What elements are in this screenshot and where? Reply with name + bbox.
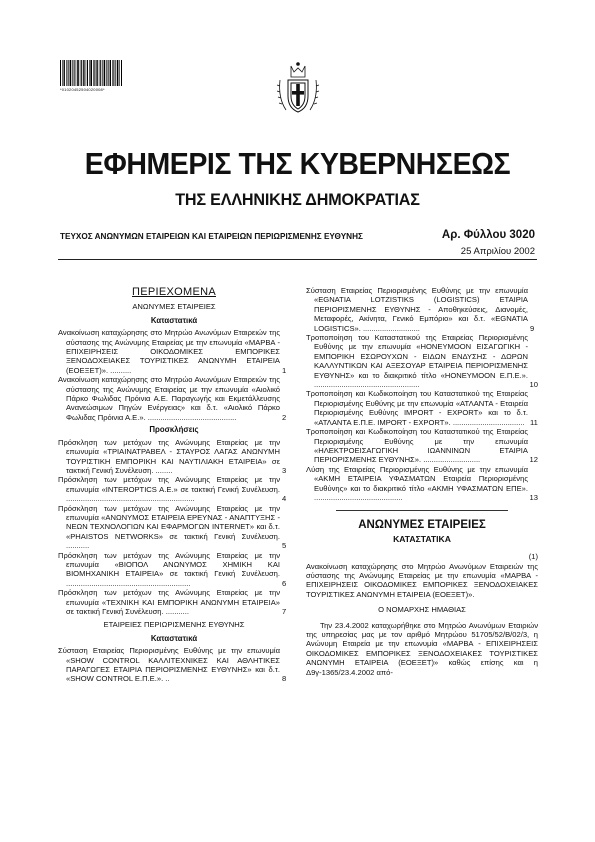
toc-entry[interactable]: Ανακοίνωση καταχώρησης στο Μητρώο Ανωνύμων Εταιρειών της σύστασης της Ανώνυμης Εταιρείας με την επωνυμία «ΜΑΡΒΑ - ΕΠΙΧΕΙΡΗΣΕΙΣ ΟΙΚΟΔΟΜΙΚΕΣ ΕΜΠΟΡΙΚΕΣ ΞΕΝΟΔΟΧΕΙΑΚΕΣ ΤΟΥΡΙΣΤΙΚΕΣ ΑΝΩΝΥΜΗ ΕΤΑΙΡΕΙΑ (ΕΟΕΞΕΤ)». .......... 1 <box>58 328 287 375</box>
toc-entry-text: Ανακοίνωση καταχώρησης στο Μητρώο Ανωνύμων Εταιρειών της σύστασης της Ανώνυμης Εταιρείας με την επωνυμία «ΜΑΡΒΑ - ΕΠΙΧΕΙΡΗΣΕΙΣ ΟΙΚΟΔΟΜΙΚΕΣ ΕΜΠΟΡΙΚΕΣ ΞΕΝΟΔΟΧΕΙΑΚΕΣ ΤΟΥΡΙΣΤΙΚΕΣ ΑΝΩΝΥΜΗ ΕΤΑΙΡΕΙΑ (ΕΟΕΞΕΤ)». .......... <box>58 328 280 375</box>
toc-entry[interactable]: Τροποποίηση και Κωδικοποίηση του Καταστατικού της Εταιρείας Περιορισμένης Ευθύνης με την επωνυμία «ΑΤΛΑΝΤΑ - Εταιρεία Περιορισμένης Ευθύνης IMPORT - EXPORT» και το δ.τ. «ΑΤΛΑΝΤΑ Ε.Π.Ε. IMPORT - EXPORT». .................................. 11 <box>306 389 538 427</box>
toc-group-epe: ΕΤΑΙΡΕΙΕΣ ΠΕΡΙΩΡΙΣΜΕΝΗΣ ΕΥΘΥΝΗΣ <box>103 620 245 630</box>
toc-entry[interactable] <box>306 465 538 503</box>
section-subtitle: ΚΑΤΑΣΤΑΤΙΚΑ <box>393 533 451 544</box>
toc-entry[interactable]: Σύσταση Εταιρείας Περιορισμένης Ευθύνης με την επωνυμία «EGNATIA LOTZISTIKS (LOGISTICS) ΕΤΑΙΡΙΑ ΠΕΡΙΟΡΙΣΜΕΝΗΣ ΕΥΘΥΝΗΣ - Αποθηκεύσεις, Διανομές, Μεταφορές, Ακίνητα, Γενικό Εμπόριο» και δ.τ. «EGNATIA LOGISTICS». ........................... 9 <box>306 286 535 333</box>
toc-heading: ΠΕΡΙΕΧΟΜΕΝΑ <box>132 286 216 298</box>
toc-entry[interactable]: Πρόσκληση των μετόχων της Ανώνυμης Εταιρείας με την επωνυμία «ΑΝΩΝΥΜΟΣ ΕΤΑΙΡΕΙΑ ΕΡΕΥΝΑΣ - ΑΝΑΠΤΥΞΗΣ - ΝΕΩΝ ΤΕΧΝΟΛΟΓΙΩΝ ΚΑΙ ΕΦΑΡΜΟΓΩΝ INTERNET» και δ.τ. «PHAISTOS NETWORKS» σε τακτική Γενική Συνέλευση. ........... 5 <box>58 503 287 551</box>
toc-entry[interactable] <box>306 427 538 465</box>
toc-entry-text: Πρόσκληση των μετόχων της Ανώνυμης Εταιρείας με την επωνυμία «ΑΝΩΝΥΜΟΣ ΕΤΑΙΡΕΙΑ ΕΡΕΥΝΑΣ - ΑΝΑΠΤΥΞΗΣ - ΝΕΩΝ ΤΕΧΝΟΛΟΓΙΩΝ ΚΑΙ ΕΦΑΡΜΟΓΩΝ INTERNET» και δ.τ. «PHAISTOS NETWORKS» σε τακτική Γενική Συνέλευση. ........... <box>58 503 280 551</box>
toc-entry-text: Τροποποίηση του Καταστατικού της Εταιρείας Περιορισμένης Ευθύνης με την επωνυμία «HONEYMOON ΕΙΣΑΓΩΓΙΚΗ - ΕΜΠΟΡΙΚΗ ΕΣΩΡΟΥΧΩΝ - ΕΙΔΩΝ ΕΝΔΥΣΗΣ - ΔΩΡΩΝ ΚΑΛΛΥΝΤΙΚΩΝ ΚΑΙ ΑΞΕΣΟΥΑΡ ΕΤΑΙΡΕΙΑ ΠΕΡΙΟΡΙΣΜΕΝΗΣ ΕΥΘΥΝΗΣ» και το διακριτικό τίτλο «HONEYMOON Ε.Π.Ε.». .................................................. <box>306 333 528 390</box>
toc-entry[interactable]: Σύσταση Εταιρείας Περιορισμένης Ευθύνης με την επωνυμία «SHOW CONTROL ΚΑΛΛΙΤΕΧΝΙΚΕΣ ΚΑΙ ΑΘΛΗΤΙΚΕΣ ΠΑΡΑΓΩΓΕΣ ΕΤΑΙΡΙΑ ΠΕΡΙΟΡΙΣΜΕΝΗΣ ΕΥΘΥΝΗΣ» και δ.τ. «SHOW CONTROL Ε.Π.Ε.». .. 8 <box>58 646 287 684</box>
toc-subheading-katastatika: Καταστατικά <box>150 315 198 325</box>
gazette-title: ΕΦΗΜΕΡΙΣ ΤΗΣ ΚΥΒΕΡΝΗΣΕΩΣ <box>84 146 511 181</box>
header-divider <box>58 259 537 260</box>
toc-entry-text: Πρόσκληση των μετόχων της Ανώνυμης Εταιρείας με την επωνυμία «ΤΡΙΑΙΝΑΤΡΑΒΕΛ - ΣΤΑΥΡΟΣ ΛΑΓΑΣ ΑΝΩΝΥΜΗ ΤΟΥΡΙΣΤΙΚΗ ΕΜΠΟΡΙΚΗ ΚΑΙ ΝΑΥΤΙΛΙΑΚΗ ΕΤΑΙΡΕΙΑ» σε τακτική Γενική Συνέλευση. ........ <box>58 437 280 475</box>
section-divider <box>336 510 508 511</box>
toc-right-column <box>306 286 538 677</box>
toc-left-column <box>58 288 290 684</box>
authority-title: Ο ΝΟΜΑΡΧΗΣ ΗΜΑΘΙΑΣ <box>378 605 466 615</box>
toc-entry[interactable] <box>306 333 538 389</box>
toc-entry-text: Τροποποίηση και Κωδικοποίηση του Καταστατικού της Εταιρείας Περιορισμένης Ευθύνης με την επωνυμία «ΗΛΕΚΤΡΟΕΙΣΑΓΩΓΙΚΗ ΙΩΑΝΝΙΝΩΝ ΕΤΑΙΡΙΑ ΠΕΡΙΟΡΙΣΜΕΝΗΣ ΕΥΘΥΝΗΣ». ........................... <box>306 427 528 465</box>
toc-group-anonymes: ΑΝΩΝΥΜΕΣ ΕΤΑΙΡΕΙΕΣ <box>132 302 216 312</box>
toc-entry[interactable]: Πρόσκληση των μετόχων της Ανώνυμης Εταιρείας με την επωνυμία «ΒΙΟΠΟΛ ΑΝΩΝΥΜΟΣ ΧΗΜΙΚΗ ΚΑΙ ΒΙΟΜΗΧΑΝΙΚΗ ΕΤΑΙΡΕΙΑ» σε τακτική Γενική Συνέλευση. ........................................................... 6 <box>58 550 287 588</box>
toc-entry[interactable]: Πρόσκληση των μετόχων της Ανώνυμης Εταιρείας με την επωνυμία «ΤΡΙΑΙΝΑΤΡΑΒΕΛ - ΣΤΑΥΡΟΣ ΛΑΓΑΣ ΑΝΩΝΥΜΗ ΤΟΥΡΙΣΤΙΚΗ ΕΜΠΟΡΙΚΗ ΚΑΙ ΝΑΥΤΙΛΙΑΚΗ ΕΤΑΙΡΕΙΑ» σε τακτική Γενική Συνέλευση. ........ 3 <box>58 437 287 475</box>
toc-subheading-proskliseis: Προσκλήσεις <box>149 425 199 435</box>
toc-entry-text: Πρόσκληση των μετόχων της Ανώνυμης Εταιρείας με την επωνυμία «ΒΙΟΠΟΛ ΑΝΩΝΥΜΟΣ ΧΗΜΙΚΗ ΚΑΙ ΒΙΟΜΗΧΑΝΙΚΗ ΕΤΑΙΡΕΙΑ» σε τακτική Γενική Συνέλευση. ........................................................... <box>58 550 280 588</box>
toc-entry-text: Σύσταση Εταιρείας Περιορισμένης Ευθύνης με την επωνυμία «SHOW CONTROL ΚΑΛΛΙΤΕΧΝΙΚΕΣ ΚΑΙ ΑΘΛΗΤΙΚΕΣ ΠΑΡΑΓΩΓΕΣ ΕΤΑΙΡΙΑ ΠΕΡΙΟΡΙΣΜΕΝΗΣ ΕΥΘΥΝΗΣ» και δ.τ. «SHOW CONTROL Ε.Π.Ε.». .. <box>58 646 280 684</box>
sheet-number: Αρ. Φύλλου 3020 <box>441 229 535 241</box>
toc-subheading-katastatika-epe: Καταστατικά <box>150 633 198 643</box>
issue-type: ΤΕΥΧΟΣ ΑΝΩΝΥΜΩΝ ΕΤΑΙΡΕΙΩΝ ΚΑΙ ΕΤΑΙΡΕΙΩΝ ΠΕΡΙΩΡΙΣΜΕΝΗΣ ΕΥΘΥΝΗΣ <box>60 232 363 241</box>
section-title: ΑΝΩΝΥΜΕΣ ΕΤΑΙΡΕΙΕΣ <box>358 519 486 532</box>
toc-entry[interactable]: Ανακοίνωση καταχώρησης στο Μητρώο Ανωνύμων Εταιρειών της σύστασης της Ανώνυμης Εταιρείας με την επωνυμία «Αιολικό Πάρκο Φωλιδας Πρόινια Α.Ε. Παραγωγής και Εκμετάλλευσης Ανανεώσιμων Πηγών Ενέργειας» και δ.τ. «Αιολικό Πάρκο Φωλιδας Πρόινια Α.Ε.». .......................................... 2 <box>58 375 287 422</box>
coat-of-arms-icon <box>274 58 322 118</box>
publication-date: 25 Απριλίου 2002 <box>460 246 535 257</box>
toc-entry-text: Σύσταση Εταιρείας Περιορισμένης Ευθύνης με την επωνυμία «EGNATIA LOTZISTIKS (LOGISTICS) ΕΤΑΙΡΙΑ ΠΕΡΙΟΡΙΣΜΕΝΗΣ ΕΥΘΥΝΗΣ - Αποθηκεύσεις, Διανομές, Μεταφορές, Ακίνητα, Γενικό Εμπόριο» και δ.τ. «EGNATIA LOGISTICS». ........................... <box>306 286 528 333</box>
toc-entry-text: Πρόσκληση των μετόχων της Ανώνυμης Εταιρείας με την επωνυμία «ΤΕΧΝΙΚΗ ΚΑΙ ΕΜΠΟΡΙΚΗ ΑΝΩΝΥΜΗ ΕΤΑΙΡΕΙΑ» σε τακτική Γενική Συνέλευση. ........... <box>58 588 280 616</box>
toc-entry-text: Τροποποίηση και Κωδικοποίηση του Καταστατικού της Εταιρείας Περιορισμένης Ευθύνης με την επωνυμία «ΑΤΛΑΝΤΑ - Εταιρεία Περιορισμένης Ευθύνης IMPORT - EXPORT» και το δ.τ. «ΑΤΛΑΝΤΑ Ε.Π.Ε. IMPORT - EXPORT». .................................. <box>306 389 528 427</box>
toc-entry[interactable]: Πρόσκληση των μετόχων της Ανώνυμης Εταιρείας με την επωνυμία «INTEROPTICS A.E.» σε τακτική Γενική Συνέλευση. ............................................................. 4 <box>58 475 287 504</box>
body-paragraph: Την 23.4.2002 καταχωρήθηκε στο Μητρώο Ανωνύμων Εταιριών της υπηρεσίας μας με τον αριθμό Μητρώου 51705/52/Β/02/3, η Ανώνυμη Εταιρεία με την επωνυμία «ΜΑΡΒΑ - ΕΠΙΧΕΙΡΗΣΕΙΣ ΟΙΚΟΔΟΜΙΚΕΣ ΕΜΠΟΡΙΚΕΣ ΞΕΝΟΔΟΧΕΙΑΚΕΣ ΤΟΥΡΙΣΤΙΚΕΣ ΑΝΩΝΥΜΗ ΕΤΑΙΡΕΙΑ (ΕΟΕΞΕΤ)» καθώς επίσης και η Δ9γ-1365/23.4.2002 από- <box>306 620 538 677</box>
toc-entry-text: Λύση της Εταιρείας Περιορισμένης Ευθύνης με την επωνυμία «ΑΚΜΗ ΕΤΑΙΡΕΙΑ ΥΦΑΣΜΑΤΩΝ Εταιρεία Περιορισμένης Ευθύνης» και το διακριτικό τίτλο «ΑΚΜΗ ΥΦΑΣΜΑΤΩΝ ΕΠΕ». .......................................... <box>306 464 528 502</box>
toc-entry[interactable]: Πρόσκληση των μετόχων της Ανώνυμης Εταιρείας με την επωνυμία «ΤΕΧΝΙΚΗ ΚΑΙ ΕΜΠΟΡΙΚΗ ΑΝΩΝΥΜΗ ΕΤΑΙΡΕΙΑ» σε τακτική Γενική Συνέλευση. ........... 7 <box>58 588 287 616</box>
toc-entry-text: Πρόσκληση των μετόχων της Ανώνυμης Εταιρείας με την επωνυμία «INTEROPTICS A.E.» σε τακτική Γενική Συνέλευση. ............................................................. <box>58 475 280 504</box>
barcode <box>60 60 122 86</box>
toc-entry-text: Ανακοίνωση καταχώρησης στο Μητρώο Ανωνύμων Εταιρειών της σύστασης της Ανώνυμης Εταιρείας με την επωνυμία «Αιολικό Πάρκο Φωλιδας Πρόινια Α.Ε. Παραγωγής και Εκμετάλλευσης Ανανεώσιμων Πηγών Ενέργειας» και δ.τ. «Αιολικό Πάρκο Φωλιδας Πρόινια Α.Ε.». .......................................... <box>58 375 280 422</box>
barcode-number: *01020452504020008* <box>60 87 105 92</box>
gazette-subtitle: ΤΗΣ ΕΛΛΗΝΙΚΗΣ ΔΗΜΟΚΡΑΤΙΑΣ <box>175 190 420 209</box>
item-number: (1) <box>528 552 538 562</box>
announcement-text: Ανακοίνωση καταχώρησης στο Μητρώο Ανωνύμων Εταιρειών της σύστασης της Ανώνυμης Εταιρείας με την επωνυμία «ΜΑΡΒΑ - ΕΠΙΧΕΙΡΗΣΕΙΣ ΟΙΚΟΔΟΜΙΚΕΣ ΕΜΠΟΡΙΚΕΣ ΞΕΝΟΔΟΧΕΙΑΚΕΣ ΤΟΥΡΙΣΤΙΚΕΣ ΑΝΩΝΥΜΗ ΕΤΑΙΡΕΙΑ (ΕΟΕΞΕΤ)». <box>306 561 538 599</box>
